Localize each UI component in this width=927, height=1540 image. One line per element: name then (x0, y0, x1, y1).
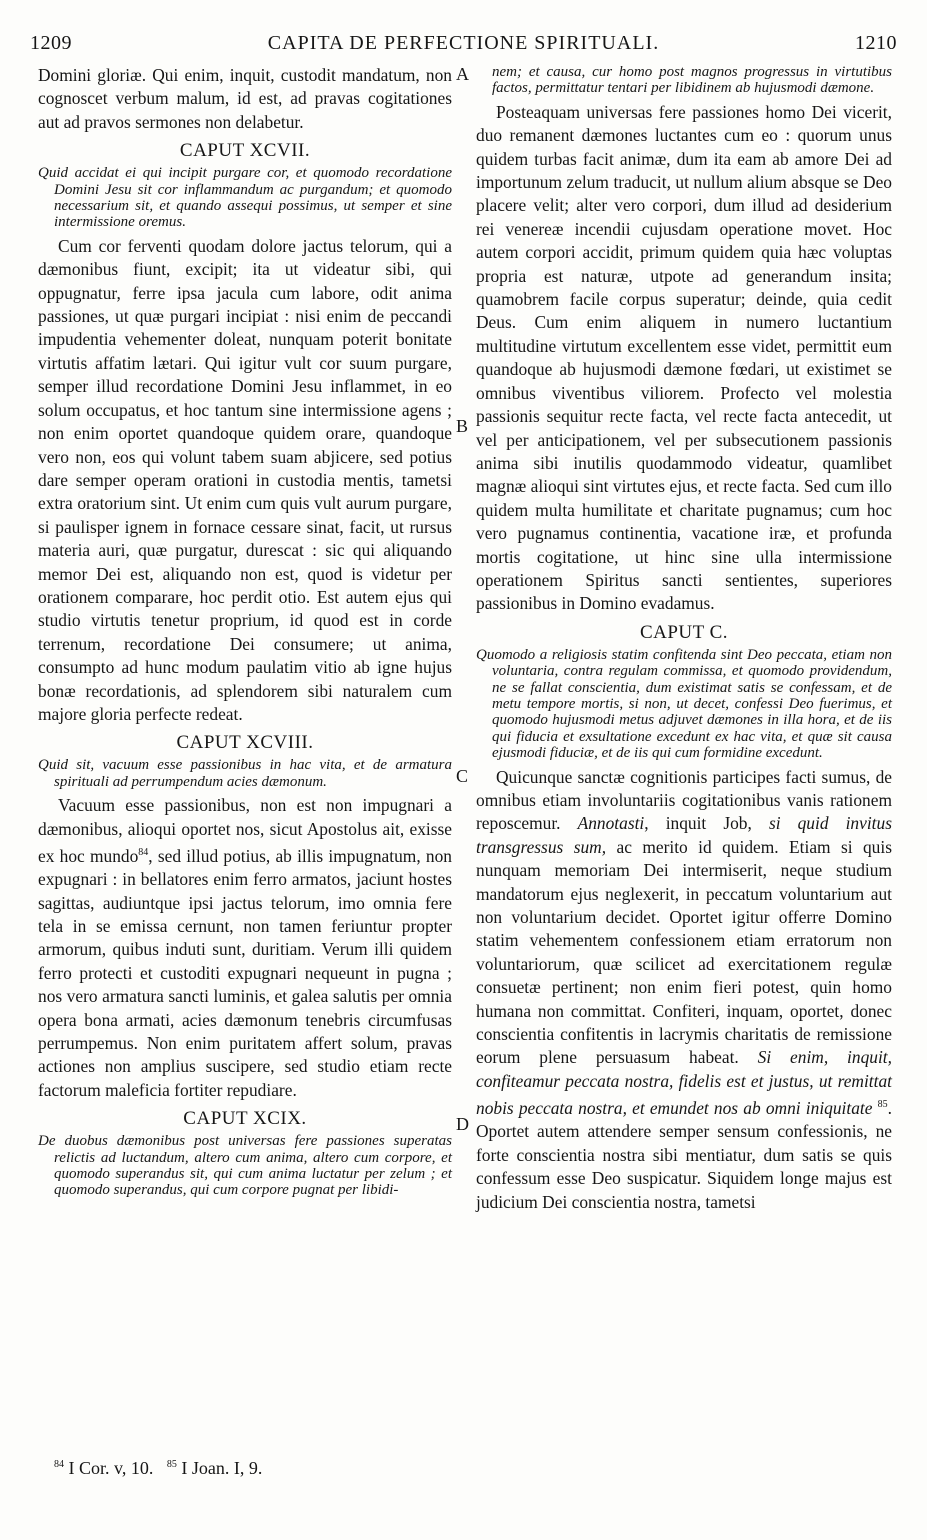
chapter-text-99: Posteaquam universas fere passiones homo Dei vicerit, duo remanent dæmones luctantes cum eo : quorum unus quidem turbas facit animæ, dum ita eam ab amore Dei ad importunum zelum traducit, ut nullum alium absque se Deo placere velit; alter vero corpori, dum illud ad desiderium rei venereæ incendii cujusdam operatione movet. Hoc autem corpori accidit, primum quidem quia hæc voluptas propria est naturæ, utpote ad generandum insita; quamobrem facile corpus superatur; deinde, quia cedit Deus. Cum enim aliquem in numero luctantium multitudine virtutum excellentem esse videt, permittit eum quandoque ab hujusmodi dæmone fœdari, ut existimet se omnibus viventibus viliorem. Profecto vel molestia passionis sequitur recte facta, vel recte facta antecedit, ut vel per anticipationem, vel per subsecutionem passionis anima sibi inutilis quodammodo videatur, quamlibet magnæ alioqui sint virtutes ejus, et recte facta. Sed cum illo quidem multa humilitate et charitate pugnamus; cum hoc vero pugnamus continentia, vacatione iræ, et profunda mortis cogitatione, ut hinc sine ulla intermissione operationem Spiritus sancti sentientes, superiores passionibus in Domino evadamus. (476, 101, 892, 614)
chapter-title-100: CAPUT C. (639, 621, 729, 643)
page-number-left: 1209 (30, 32, 72, 54)
chapter-text-98 (38, 794, 452, 1102)
quote-italic: Si enim, inquit, confiteamur peccata nostra, fidelis est et justus, ut remittat nobis peccata nostra, et emundet nos ab omni iniquitate (476, 1047, 892, 1119)
chapter-title-97: CAPUT XCVII. (179, 140, 311, 162)
footnote-number-85: 85 (166, 1459, 177, 1470)
footnote-text-84: I Cor. v, 10. (68, 1458, 154, 1478)
running-header (30, 32, 897, 60)
chapter-summary-98: Quid sit, vacuum esse passionibus in hac vita, et de armatura spirituali ad perrumpendum acies dæmonum. (38, 757, 452, 790)
chapter-summary-100: Quomodo a religiosis statim confitenda sint Deo peccata, etiam non voluntaria, contra regulam commissa, et quomodo providendum, ne se fallat conscientia, dum existimat satis se confessam, et de metu tempore mortis, si non, ut decet, confessi Deo fuerimus, et quomodo hujusmodi metus adjuvet dæmones in illa hora, et de iis qui fiducia et exsultatione excedunt ex hac vita, et quæ sit causa ejusmodi fiduciæ, et de iis qui cum formidine excedunt. (476, 646, 892, 762)
margin-letter-a: A (456, 64, 469, 84)
footnote-ref-84: 84 (138, 847, 149, 858)
right-column (476, 64, 892, 1214)
text-segment: Quicunque sanctæ cognitionis participes facti sumus, de omnibus etiam involuntariis cogitationibus vanis rationem reposcemur. (476, 766, 892, 834)
text-segment: ac merito id quidem. Etiam si quis nunquam memoriam Dei intermiserit, neque studium mandatorum ejus neglexerit, in peccatum voluntarium aut non voluntarium decidet. Oportet igitur offerre Domino statim vehementem confessionem etiam erratorum non voluntariorum, quæ scilicet ad exercitationem regulæ consuetæ pertinent; non enim fieri potest, quin homo humana non committat. Confiteri, inquam, oportet, donec conscientia confitentis in lacrymis charitatis de remissione eorum plene persuasum habeat. (476, 836, 892, 1068)
footnotes (54, 1458, 262, 1479)
footnote-number-84: 84 (54, 1459, 64, 1470)
chapter-summary-99-continued: nem; et causa, cur homo post magnos progressus in virtutibus factos, permittatur tentari per libidinem ab hujusmodi dæmone. (492, 64, 892, 97)
margin-letter-b: B (456, 416, 469, 436)
chapter-title-98: CAPUT XCVIII. (176, 732, 314, 754)
text-segment: . Oportet autem attendere semper sensum confessionis, ne forte conscientia nostra sibi mentiatur, dum satis se quis confessum esse Deo suspicatur. Siquidem longe majus est judicium Dei conscientia nostra, tametsi (476, 1098, 892, 1212)
text-segment: , sed illud potius, ab illis impugnatum, non expugnari : in bellatores enim ferro armatos, jaciunt hostes sagittas, audiuntque ipsi jactus telorum, imo omnia fere tela in se emissa cernunt, non tamen feriuntur propter armorum, quibus induti sunt, duritiam. Verum illi quidem ferro protecti et custoditi expugnari nequeunt in pugna ; nos vero armatura sancti luminis, et galea salutis per omnia opera bona armati, acies dæmonum tenebris circumfusas perrumpemus. Non enim puritatem affert solum, pravas actiones non amplius suscipere, sed studio etiam recte factorum maleficia fortiter repudiare. (38, 845, 452, 1100)
footnote-ref-85: 85 (877, 1099, 888, 1111)
margin-letter-d: D (456, 1114, 469, 1134)
chapter-summary-97: Quid accidat ei qui incipit purgare cor, et quomodo recordatione Domini Jesu sit cor inflammandum ac purgandum; et quomodo necessarium sit, et quando assequi possimus, ut semper et sine intermissione oremus. (38, 165, 452, 231)
chapter-text-100 (476, 766, 892, 1215)
chapter-summary-99: De duobus dæmonibus post universas fere passiones superatas relictis ad luctandum, altero cum anima, altero cum corpore, et quomodo superandus sit, qui cum anima luctatur per zelum ; et quomodo superandus, qui cum corpore pugnat per libidi- (38, 1133, 452, 1199)
quote-italic: si quid invitus transgressus sum, (476, 813, 892, 857)
quote-italic: Annotasti (577, 813, 645, 834)
left-column (38, 64, 452, 1203)
chapter-text-97: Cum cor ferventi quodam dolore jactus telorum, qui a dæmonibus fiunt, excipit; ita ut videatur sibi, qui oppugnatur, ferre ipsa jacula cum labore, odit anima passiones, ut quæ purgari incipiat : nisi enim de peccandi impudentia vehementer doleat, nunquam poterit bonitate virtutis affatim lætari. Qui igitur vult cor suum purgare, semper illud recordatione Domini Jesu inflammet, in eo solum occupatus, et hoc tantum sine intermissione agens ; non enim oportet quandoque quidem orare, quandoque vero non, eos qui volunt tabem suam abjicere, sed potius dare semper operam orationi in custodia mentis, tametsi extra oratorium sint. Ut enim cum quis vult aurum purgare, si paulisper ignem in fornace cessare sinat, facit, ut rursus materia auri, quæ purgatur, durescat : sic qui aliquando memor Dei est, aliquando non est, quod is videtur per orationem comparare, hoc perdit otio. Est autem ejus qui studio virtutis tenetur proprium, id quod est in corde terrenum, recordatione Dei consumere; ut anima, consumpto ad hunc modum paulatim vitio ab igne hujus bonæ recordationis, ad splendorem sibi naturalem cum majore gloria perfecte redeat. (38, 235, 452, 724)
chapter-title-99: CAPUT XCIX. (183, 1108, 307, 1130)
text-segment: , inquit Job, (644, 813, 752, 834)
running-title: CAPITA DE PERFECTIONE SPIRITUALI. (267, 32, 660, 54)
footnote-text-85: I Joan. I, 9. (181, 1458, 263, 1478)
page-number-right: 1210 (855, 32, 897, 54)
text-segment: Vacuum esse passionibus, non est non impugnari a dæmonibus, alioqui oportet nos, sicut Apostolus ait, exisse ex hoc mundo (38, 795, 452, 866)
paragraph-continuation: Domini gloriæ. Qui enim, inquit, custodit mandatum, non cognoscet verbum malum, id est, ad pravas cogitationes aut ad pravos sermones non delabetur. (38, 65, 452, 132)
margin-letter-c: C (456, 766, 469, 786)
